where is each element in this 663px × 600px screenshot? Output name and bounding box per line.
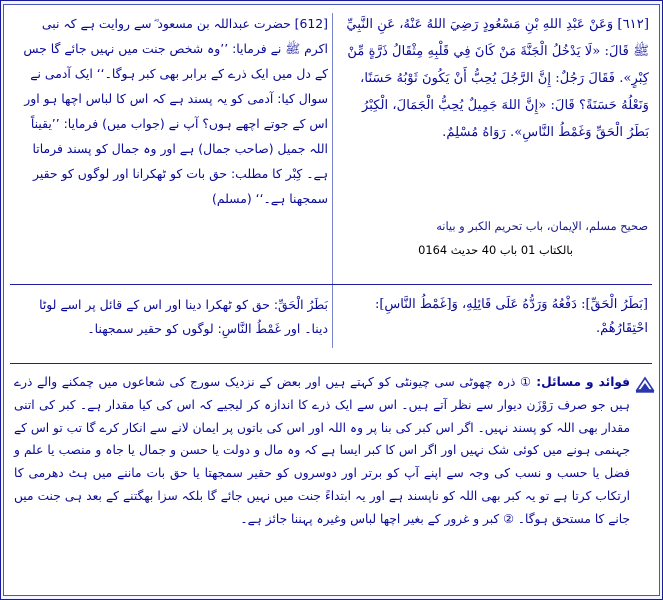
content-panel (3, 4, 660, 596)
lessons-text: ① ذرہ چھوٹی سی چیونٹی کو کہتے ہیں اور بعض کے نزدیک سورج کی شعاعوں میں چمکنے والے ذرے ہیں جو صرف رَوْزَن دیوار سے نظر آتے ہیں۔ اس سے ایک ذرے کا اندازہ کر لیجیے کہ اس کی کیا مقدار ہے۔ کبر کی اتنی مقدار بھی اللہ کو پسند نہیں۔ اگر اس کبر کی بنا پر وہ اللہ اور اس کی باتوں پر ایمان لانے سے انکار کرے گا تب تو اس کے جہنمی ہونے میں کوئی شک نہیں اور اگر اس کا کبر ایسا ہے کہ وہ مال و دولت یا حسن و جمال یا جاہ و منصب یا علم و فضل یا حسب و نسب کی وجہ سے اپنے آپ کو برتر اور دوسروں کو حقیر سمجھتا یا حق بات ماننے میں ہٹ دھرمی کا ارتکاب کرتا ہے تو یہ کبر بھی اللہ کو ناپسند ہے اور یہ ابتداءً جنت میں نہیں جائے گا بلکہ سزا بھگتنے کے بعد ہی جنت میں جانے کا مستحق ہوگا۔ ② کبر و غرور کے بغیر اچھا لباس وغیرہ پہننا جائز ہے۔ (14, 375, 630, 526)
source-numbering: بالكتاب 01 باب 40 حديث 0164 (418, 243, 573, 257)
lessons-section (14, 371, 630, 531)
section-divider-top (10, 284, 652, 285)
lessons-heading: فوائد و مسائل: (536, 375, 630, 389)
section-divider-bottom (10, 363, 652, 364)
lessons-emblem-icon (634, 373, 656, 395)
glossary-arabic: [بَطَرُ الْحَقِّ]: دَفْعُهُ وَرَدُّهُ عَلَى قَائِلِهِ، وَ[غَمْطُ النَّاسِ]: احْتِقَارُهُمْ. (374, 297, 648, 336)
hadith-urdu-translation: [612] حضرت عبداللہ بن مسعود ؓ سے روایت ہے کہ نبی اکرم ﷺ نے فرمایا: ’’وہ شخص جنت میں نہیں جائے گا جس کے دل میں ایک ذرے کے برابر بھی کبر ہوگا۔‘‘ ایک آدمی نے سوال کیا: آدمی کو یہ پسند ہے کہ اس کا لباس اچھا ہو اور اس کے جوتے اچھے ہوں؟ آپ نے (جواب میں) فرمایا: ’’یقیناً اللہ جمیل (صاحب جمال) ہے اور وہ جمال کو پسند فرماتا ہے۔ کِبْر کا مطلب: حق بات کو ٹھکرانا اور لوگوں کو حقیر سمجھنا ہے۔‘‘ (مسلم) (23, 16, 328, 206)
glossary-urdu: بَطَرُ الْحَقِّ: حق کو ٹھکرا دینا اور اس کے قائل پر اسے لوٹا دینا۔ اور غَمْطُ النَّاسِ: لوگوں کو حقیر سمجھنا۔ (39, 297, 328, 336)
source-reference: صحيح مسلم، الإيمان، باب تحريم الكبر و بيانه (436, 219, 648, 233)
column-divider (332, 13, 333, 348)
hadith-arabic: [٦١٢] وَعَنْ عَبْدِ اللهِ بْنِ مَسْعُودٍ رَضِيَ اللهُ عَنْهُ، عَنِ النَّبِيِّ ﷺ قَالَ: «لَا يَدْخُلُ الْجَنَّةَ مَنْ كَانَ فِي قَلْبِهِ مِثْقَالُ ذَرَّةٍ مِّنْ كِبْرٍ». فَقَالَ رَجُلٌ: إِنَّ الرَّجُلَ يُحِبُّ أَنْ يَكُونَ ثَوْبُهُ حَسَنًا، وَنَعْلُهُ حَسَنَةً؟ قَالَ: «إِنَّ اللهَ جَمِيلٌ يُحِبُّ الْجَمَالَ، الْكِبْرُ بَطَرُ الْحَقِّ وَغَمْطُ النَّاسِ». رَوَاهُ مُسْلِمٌ. (346, 17, 649, 140)
